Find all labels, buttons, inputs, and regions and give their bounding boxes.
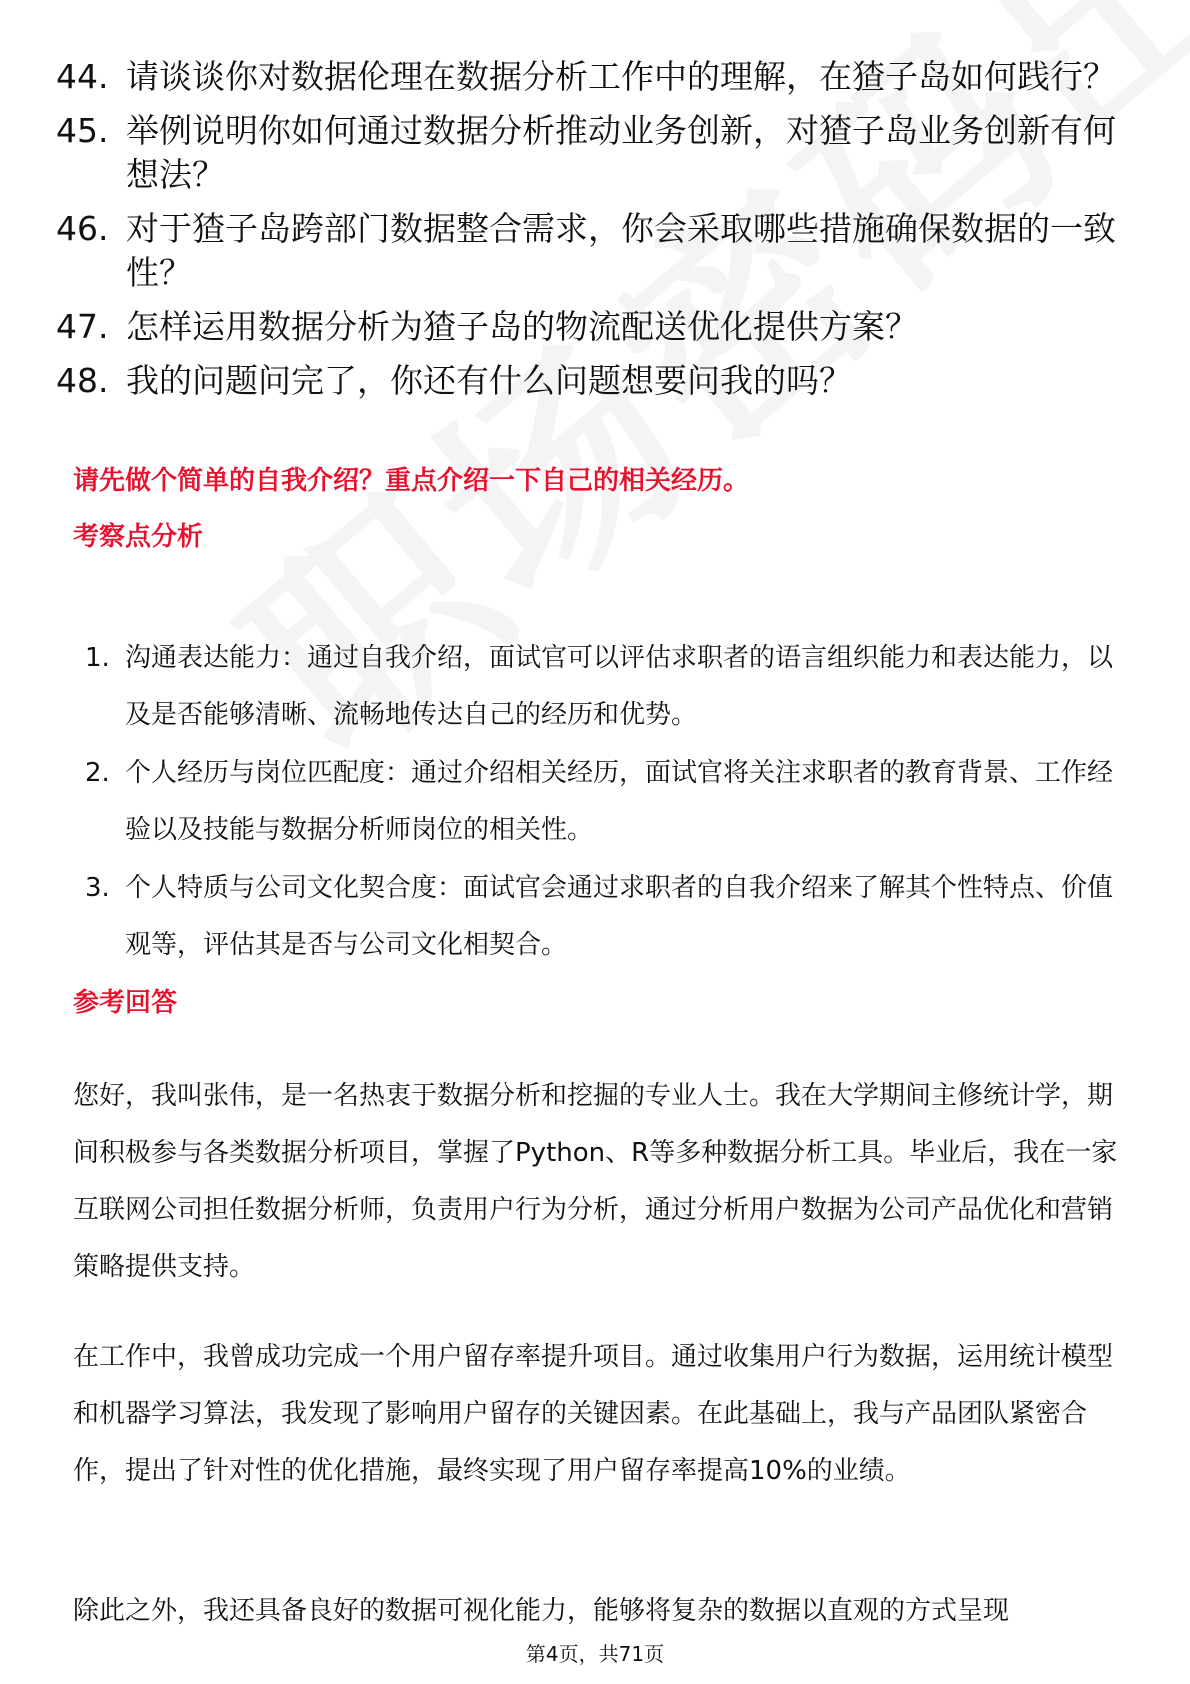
question-item [56, 109, 1136, 197]
point-number: 2. [85, 758, 110, 788]
analysis-point [85, 860, 1115, 974]
point-number: 3. [85, 873, 110, 903]
question-number: 45. [56, 111, 109, 150]
answer-paragraph: 在工作中，我曾成功完成一个用户留存率提升项目。通过收集用户行为数据，运用统计模型和机器学习算法，我发现了影响用户留存的关键因素。在此基础上，我与产品团队紧密合作，提出了针对性的优化措施，最终实现了用户留存率提高10%的业绩。 [73, 1342, 1114, 1486]
analysis-heading: 考察点分析 [73, 522, 204, 552]
point-number: 1. [85, 643, 110, 673]
question-number: 44. [56, 57, 109, 96]
question-number: 48. [56, 361, 109, 400]
question-number: 47. [56, 307, 109, 346]
question-text: 我的问题问完了，你还有什么问题想要问我的吗？ [126, 361, 852, 400]
analysis-point [85, 745, 1115, 859]
question-text: 举例说明你如何通过数据分析推动业务创新，对猹子岛业务创新有何想法？ [126, 111, 1116, 194]
question-text: 请谈谈你对数据伦理在数据分析工作中的理解，在猹子岛如何践行？ [126, 57, 1116, 96]
page-footer: 第4页，共71页 [525, 1642, 665, 1666]
question-list [56, 55, 1136, 413]
analysis-points [85, 630, 1115, 975]
question-item [56, 359, 1136, 403]
answer-heading: 参考回答 [73, 988, 178, 1018]
analysis-point [85, 630, 1115, 744]
question-item [56, 55, 1136, 99]
point-text: 个人经历与岗位匹配度：通过介绍相关经历，面试官将关注求职者的教育背景、工作经验以及技能与数据分析师岗位的相关性。 [125, 758, 1114, 845]
answer-paragraph: 除此之外，我还具备良好的数据可视化能力，能够将复杂的数据以直观的方式呈现 [73, 1596, 1010, 1626]
question-number: 46. [56, 209, 109, 248]
question-text: 怎样运用数据分析为猹子岛的物流配送优化提供方案？ [126, 307, 918, 346]
question-heading: 请先做个简单的自我介绍？重点介绍一下自己的相关经历。 [73, 466, 750, 496]
point-text: 沟通表达能力：通过自我介绍，面试官可以评估求职者的语言组织能力和表达能力，以及是否能够清晰、流畅地传达自己的经历和优势。 [125, 643, 1114, 730]
question-text: 对于猹子岛跨部门数据整合需求，你会采取哪些措施确保数据的一致性？ [126, 209, 1116, 292]
point-text: 个人特质与公司文化契合度：面试官会通过求职者的自我介绍来了解其个性特点、价值观等，评估其是否与公司文化相契合。 [125, 873, 1114, 960]
answer-paragraph: 您好，我叫张伟，是一名热衷于数据分析和挖掘的专业人士。我在大学期间主修统计学，期间积极参与各类数据分析项目，掌握了Python、R等多种数据分析工具。毕业后，我在一家互联网公司担任数据分析师，负责用户行为分析，通过分析用户数据为公司产品优化和营销策略提供支持。 [73, 1081, 1118, 1282]
question-item [56, 305, 1136, 349]
question-item [56, 207, 1136, 295]
